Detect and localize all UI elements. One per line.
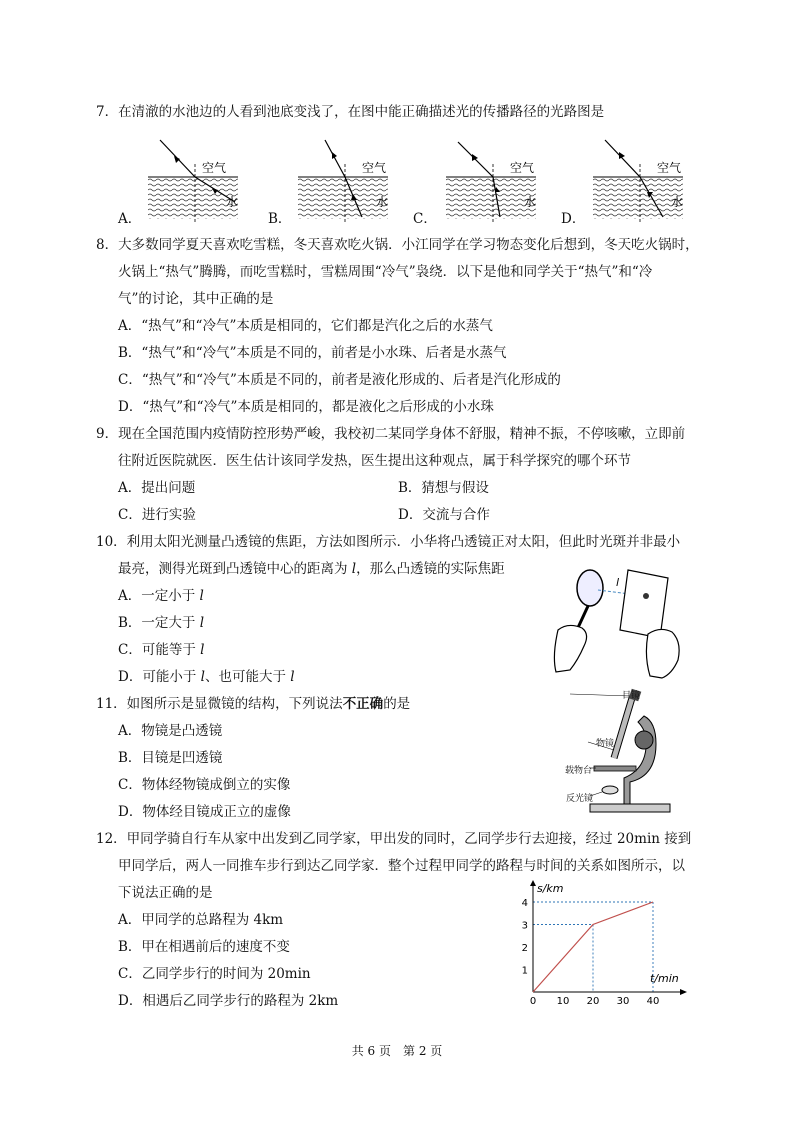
distance-label: l xyxy=(616,576,620,589)
q8-option-c: C．“热气”和“冷气”本质是不同的，前者是液化形成的、后者是汽化形成的 xyxy=(118,372,561,388)
x-tick-40: 40 xyxy=(646,996,660,1007)
y-tick-2: 2 xyxy=(521,943,528,954)
q11-option-a: A．物镜是凸透镜 xyxy=(118,723,223,739)
q10-line1: 10．利用太阳光测量凸透镜的焦距，方法如图所示．小华将凸透镜正对太阳，但此时光斑并非最小 xyxy=(96,534,681,550)
q9-option-c: C．进行实验 xyxy=(118,507,196,523)
light-spot xyxy=(643,593,649,599)
q12-option-b: B．甲在相遇前后的速度不变 xyxy=(118,939,290,955)
q10-option-c: C．可能等于 l xyxy=(118,642,205,658)
focus-knob-icon xyxy=(635,731,653,749)
page-footer: 共 6 页 第 2 页 xyxy=(351,1044,443,1058)
lens-focus-illustration xyxy=(548,560,688,680)
air-label-c: 空气 xyxy=(510,161,535,175)
water-label-a: 水 xyxy=(226,195,239,209)
q12-option-a: A．甲同学的总路程为 4km xyxy=(118,912,284,928)
x-tick-20: 20 xyxy=(586,996,600,1007)
q12-option-d: D．相遇后乙同学步行的路程为 2km xyxy=(118,993,339,1009)
q11-stem: 11．如图所示是显微镜的结构，下列说法不正确的是 xyxy=(96,696,411,712)
q8-option-a: A．“热气”和“冷气”本质是相同的，它们都是汽化之后的水蒸气 xyxy=(118,318,493,334)
x-tick-10: 10 xyxy=(556,996,570,1007)
label-eyepiece: 目镜 xyxy=(622,691,641,701)
paper-card xyxy=(620,570,668,638)
q8-line1: 8．大多数同学夏天喜欢吃雪糕，冬天喜欢吃火锅．小江同学在学习物态变化后想到，冬天吃火锅时， xyxy=(96,237,699,253)
water-label-b: 水 xyxy=(376,195,389,209)
q7-option-b: B． xyxy=(268,211,292,227)
q7-option-a: A． xyxy=(118,211,142,227)
q9-option-b: B．猜想与假设 xyxy=(398,480,489,496)
microscope-arm xyxy=(624,716,656,804)
q11-option-b: B．目镜是凹透镜 xyxy=(118,750,223,766)
q12-line2: 甲同学后，两人一同推车步行到达乙同学家．整个过程甲同学的路程与时间的关系如图所示，以 xyxy=(118,858,685,874)
q7-option-d: D． xyxy=(561,211,586,227)
q10-line2: 最亮，测得光斑到凸透镜中心的距离为 l，那么凸透镜的实际焦距 xyxy=(118,561,505,577)
air-label-d: 空气 xyxy=(657,161,682,175)
x-tick-30: 30 xyxy=(616,996,630,1007)
q7-stem: 7．在清澈的水池边的人看到池底变浅了，在图中能正确描述光的传播路径的光路图是 xyxy=(96,104,605,120)
label-stage: 载物台 xyxy=(565,766,593,776)
convex-lens-icon xyxy=(577,570,603,606)
mirror-icon xyxy=(602,786,618,794)
microscope-base xyxy=(590,804,670,812)
q11-option-d: D．物体经目镜成正立的虚像 xyxy=(118,804,291,820)
label-objective: 物镜 xyxy=(596,739,615,749)
q12-line1: 12．甲同学骑自行车从家中出发到乙同学家，甲出发的同时，乙同学步行去迎接，经过 20min 接到 xyxy=(96,831,692,847)
q9-option-d: D．交流与合作 xyxy=(398,507,490,523)
q10-option-b: B．一定大于 l xyxy=(118,615,205,631)
q8-option-d: D．“热气”和“冷气”本质是相同的，都是液化之后形成的小水珠 xyxy=(118,399,494,415)
water-label-d: 水 xyxy=(671,195,684,209)
stage xyxy=(594,766,636,771)
q7-option-c: C． xyxy=(413,211,437,227)
y-tick-1: 1 xyxy=(521,965,528,977)
q10-option-d: D．可能小于 l、也可能大于 l xyxy=(118,669,295,685)
q9-line2: 往附近医院就医．医生估计该同学发热，医生提出这种观点，属于科学探究的哪个环节 xyxy=(118,453,631,469)
q8-line2: 火锅上“热气”腾腾，而吃雪糕时，雪糕周围“冷气”袅绕．以下是他和同学关于“热气”和“冷 xyxy=(118,264,653,280)
x-axis-label: t/min xyxy=(650,972,679,985)
air-label-b: 空气 xyxy=(362,161,387,175)
q9-option-a: A．提出问题 xyxy=(118,480,196,496)
left-hand-icon xyxy=(554,625,586,672)
y-tick-4: 4 xyxy=(521,898,528,909)
right-hand-icon xyxy=(646,629,679,678)
label-mirror: 反光镜 xyxy=(566,794,594,804)
q7-diagram-a xyxy=(140,132,250,222)
q7-diagram-c xyxy=(438,132,548,222)
chart-guides xyxy=(533,902,653,992)
q7-diagram-b xyxy=(290,132,400,222)
q12-option-c: C．乙同学步行的时间为 20min xyxy=(118,966,311,982)
q10-option-a: A．一定小于 l xyxy=(118,588,204,604)
x-axis-arrow xyxy=(680,989,687,995)
q7-diagram-d xyxy=(585,132,695,222)
q8-line3: 气”的讨论，其中正确的是 xyxy=(118,291,274,307)
y-tick-3: 3 xyxy=(521,920,528,932)
distance-time-chart xyxy=(515,880,695,1010)
water-label-c: 水 xyxy=(524,195,537,209)
x-tick-0: 0 xyxy=(529,996,537,1007)
y-axis-arrow xyxy=(530,880,536,886)
q8-option-b: B．“热气”和“冷气”本质是不同的，前者是小水珠、后者是水蒸气 xyxy=(118,345,507,361)
q11-option-c: C．物体经物镜成倒立的实像 xyxy=(118,777,291,793)
q9-line1: 9．现在全国范围内疫情防控形势严峻，我校初二某同学身体不舒服，精神不振，不停咳嗽，立即前 xyxy=(96,426,686,442)
q12-line3: 下说法正确的是 xyxy=(118,885,213,901)
air-label-a: 空气 xyxy=(202,161,227,175)
y-axis-label: s/km xyxy=(537,882,564,895)
